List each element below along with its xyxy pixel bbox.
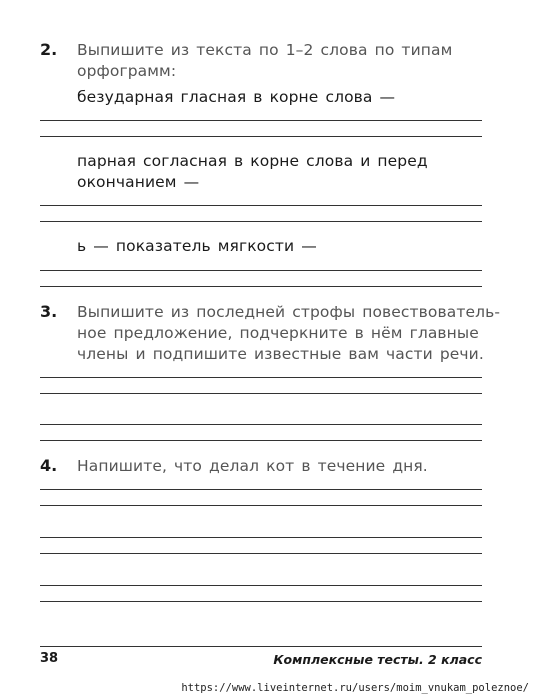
task-2-line-2: орфограмм: [77, 62, 177, 80]
task-4-line-1: Напишите, что делал кот в течение дня. [77, 457, 428, 475]
task-2-subitem-2-line-1: парная согласная в корне слова и перед [77, 152, 428, 170]
task-3-text [77, 302, 500, 365]
task-2-subitem-3-line-1: ь — показатель мягкости — [77, 237, 317, 255]
footer-divider [40, 646, 482, 647]
task-2-subitem-2-line-2: окончанием — [77, 173, 200, 191]
task-3-line-3: члены и подпишите известные вам части речи. [77, 345, 484, 363]
answer-line [40, 553, 482, 554]
answer-line [40, 120, 482, 121]
task-3-number: 3. [40, 302, 58, 321]
answer-line [40, 221, 482, 222]
task-2-line-1: Выпишите из текста по 1–2 слова по типам [77, 41, 453, 59]
task-4-number: 4. [40, 456, 58, 475]
page-number: 38 [40, 651, 59, 666]
task-2-number: 2. [40, 40, 58, 59]
answer-line [40, 205, 482, 206]
answer-line [40, 489, 482, 490]
answer-line [40, 270, 482, 271]
task-2-subitem-1-line-1: безударная гласная в корне слова — [77, 88, 396, 106]
answer-line [40, 424, 482, 425]
answer-line [40, 136, 482, 137]
answer-line [40, 601, 482, 602]
task-2-subitem-3 [77, 236, 317, 257]
task-2-text [77, 40, 452, 82]
task-2-subitem-1 [77, 87, 395, 108]
answer-line [40, 286, 482, 287]
answer-line [40, 537, 482, 538]
answer-line [40, 393, 482, 394]
source-watermark-url: https://www.liveinternet.ru/users/moim_vnukam_poleznoe/ [181, 682, 529, 694]
task-2-subitem-2 [77, 151, 428, 193]
task-3-line-1: Выпишите из последней строфы повествователь- [77, 303, 501, 321]
answer-line [40, 505, 482, 506]
answer-line [40, 440, 482, 441]
answer-line [40, 585, 482, 586]
answer-line [40, 377, 482, 378]
task-3-line-2: ное предложение, подчеркните в нём главные [77, 324, 479, 342]
book-title: Комплексные тесты. 2 класс [273, 652, 482, 667]
task-4-text [77, 456, 428, 477]
